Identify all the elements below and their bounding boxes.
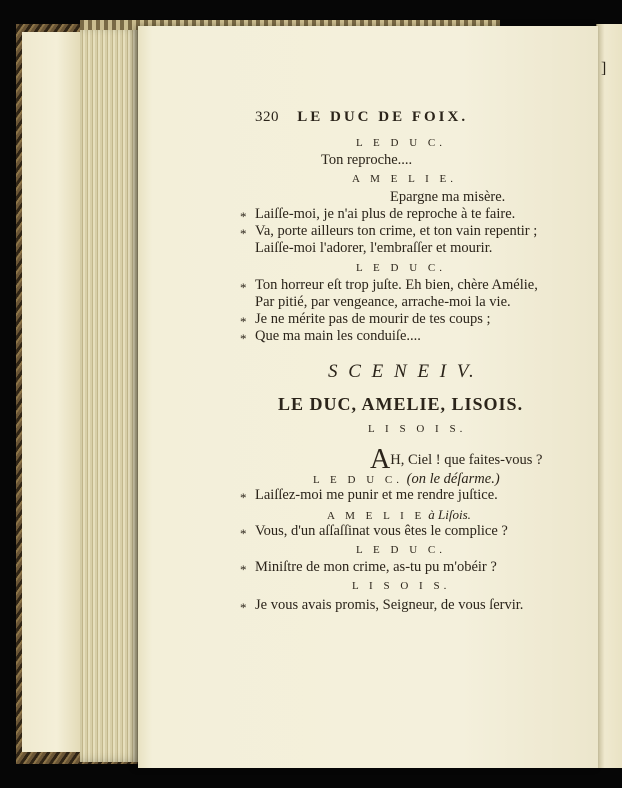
speaker-amelie: A M E L I E <box>327 510 426 522</box>
verse-line: Laiſſe-moi l'adorer, l'embraſſer et mourir. <box>255 240 493 256</box>
asterisk-mark: * <box>240 600 247 615</box>
speaker-le-duc: L E D U C. <box>356 137 447 149</box>
speaker-le-duc: L E D U C. <box>356 544 447 556</box>
asterisk-mark: * <box>240 226 247 241</box>
verse-line: Miniſtre de mon crime, as-tu pu m'obéir ? <box>255 559 497 575</box>
running-header <box>255 110 468 125</box>
speaker-lisois: L I S O I S. <box>368 423 467 435</box>
asterisk-mark: * <box>240 209 247 224</box>
speaker-lisois: L I S O I S. <box>352 580 451 592</box>
verse-text: H, Ciel ! que faites-vous ? <box>390 452 543 468</box>
asterisk-mark: * <box>240 490 247 505</box>
verse-line: Laiſſe-moi, je n'ai plus de reproche à te faire. <box>255 206 516 222</box>
asterisk-mark: * <box>240 562 247 577</box>
verse-line: Va, porte ailleurs ton crime, et ton vain repentir ; <box>255 223 538 239</box>
running-title: LE DUC DE FOIX. <box>297 109 469 125</box>
page-edges <box>80 26 142 762</box>
asterisk-mark: * <box>240 280 247 295</box>
verse-line: Je vous avais promis, Seigneur, de vous ſervir. <box>255 597 524 613</box>
speaker-line <box>327 508 471 522</box>
verse-line: Vous, d'un aſſaſſinat vous êtes le complice ? <box>255 523 508 539</box>
verse-line: Que ma main les conduiſe.... <box>255 328 421 344</box>
next-page-fragment: ] <box>601 60 607 77</box>
asterisk-mark: * <box>240 331 247 346</box>
verse-line: Par pitié, par vengeance, arrache-moi la vie. <box>255 294 511 310</box>
verse-line: Ton reproche.... <box>321 152 413 168</box>
asterisk-mark: * <box>240 314 247 329</box>
stage-direction: à Liſois. <box>428 507 471 522</box>
verse-line: Je ne mérite pas de mourir de tes coups ; <box>255 311 491 327</box>
scene-cast: LE DUC, AMELIE, LISOIS. <box>278 394 524 414</box>
speaker-amelie: A M E L I E. <box>352 173 458 185</box>
speaker-le-duc: L E D U C. <box>313 474 404 486</box>
verse-line: Epargne ma misère. <box>390 189 506 205</box>
next-page <box>596 24 622 768</box>
drop-initial: A <box>370 444 391 475</box>
speaker-line <box>313 472 500 487</box>
verse-line <box>370 446 542 474</box>
endpaper <box>22 32 82 752</box>
asterisk-mark: * <box>240 526 247 541</box>
stage-direction: (on le déſarme.) <box>406 471 500 487</box>
scene-title: S C E N E I V. <box>328 361 477 382</box>
verse-line: Ton horreur eſt trop juſte. Eh bien, chère Amélie, <box>255 277 538 293</box>
speaker-le-duc: L E D U C. <box>356 262 447 274</box>
verse-line: Laiſſez-moi me punir et me rendre juſtice. <box>255 487 498 503</box>
page-number: 320 <box>255 109 279 125</box>
